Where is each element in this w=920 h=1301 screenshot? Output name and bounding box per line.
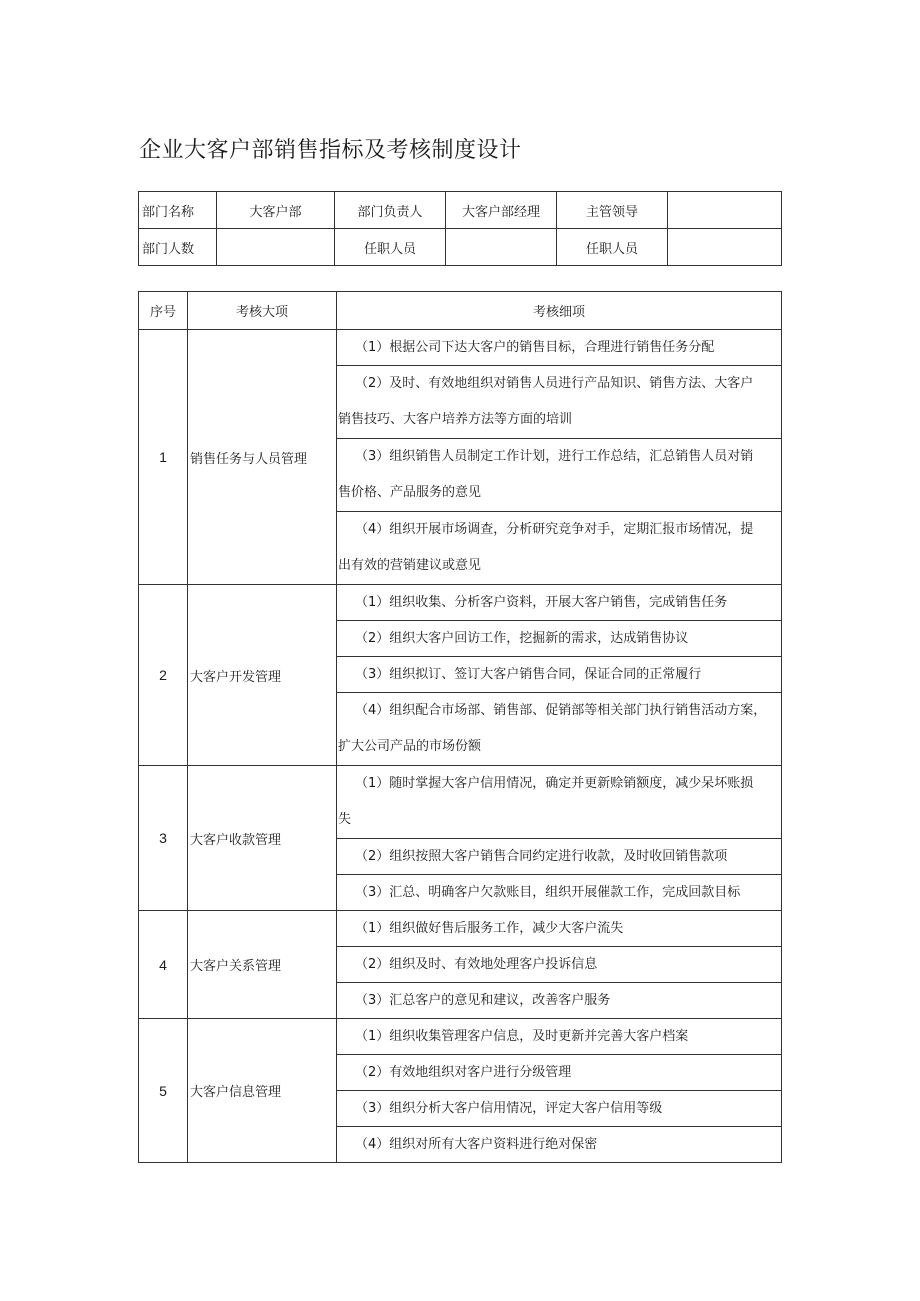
row-index: 3 <box>139 766 188 911</box>
detail-cell <box>337 947 782 983</box>
detail-cell <box>337 693 782 766</box>
detail-text: （2）组织按照大客户销售合同约定进行收款，及时收回销售款项 <box>355 849 728 864</box>
detail-text: （1）组织收集管理客户信息，及时更新并完善大客户档案 <box>355 1029 689 1044</box>
detail-text: （3）组织分析大客户信用情况，评定大客户信用等级 <box>355 1101 663 1116</box>
row-index: 1 <box>139 330 188 585</box>
detail-text: （3）组织拟订、签订大客户销售合同，保证合同的正常履行 <box>355 667 702 682</box>
row-category: 大客户关系管理 <box>188 911 337 1019</box>
staff-label-2: 任职人员 <box>557 229 668 266</box>
row-index: 4 <box>139 911 188 1019</box>
page-title: 企业大客户部销售指标及考核制度设计 <box>139 138 522 163</box>
detail-cell <box>337 1091 782 1127</box>
detail-cell <box>337 657 782 693</box>
detail-text: （3）汇总客户的意见和建议，改善客户服务 <box>355 993 611 1008</box>
staff-value-2 <box>668 229 782 266</box>
detail-text-line-2: 出有效的营销建议或意见 <box>338 558 482 573</box>
table-row <box>139 330 782 366</box>
detail-text: （2）有效地组织对客户进行分级管理 <box>355 1065 572 1080</box>
row-category: 大客户开发管理 <box>188 585 337 766</box>
table-row <box>139 1019 782 1055</box>
detail-text-line-1: （2）及时、有效地组织对销售人员进行产品知识、销售方法、大客户 <box>355 376 754 391</box>
table-row <box>139 766 782 839</box>
dept-name-value: 大客户部 <box>217 192 335 229</box>
detail-text: （1）组织做好售后服务工作，减少大客户流失 <box>355 921 624 936</box>
header-index: 序号 <box>139 292 188 330</box>
staff-label-1: 任职人员 <box>335 229 446 266</box>
detail-cell <box>337 366 782 439</box>
dept-name-label: 部门名称 <box>139 192 217 229</box>
headcount-value <box>217 229 335 266</box>
headcount-label: 部门人数 <box>139 229 217 266</box>
detail-cell <box>337 330 782 366</box>
detail-text-line-1: （4）组织配合市场部、销售部、促销部等相关部门执行销售活动方案， <box>355 703 767 718</box>
detail-text: （1）根据公司下达大客户的销售目标，合理进行销售任务分配 <box>355 340 715 355</box>
row-category: 大客户信息管理 <box>188 1019 337 1163</box>
detail-text-line-1: （1）随时掌握大客户信用情况，确定并更新赊销额度，减少呆坏账损 <box>355 776 754 791</box>
detail-text-line-2: 销售技巧、大客户培养方法等方面的培训 <box>338 412 573 427</box>
assessment-header-row <box>139 292 782 330</box>
dept-head-label: 部门负责人 <box>335 192 446 229</box>
dept-head-value: 大客户部经理 <box>446 192 557 229</box>
table-row <box>139 911 782 947</box>
detail-text: （2）组织及时、有效地处理客户投诉信息 <box>355 957 598 972</box>
supervisor-label: 主管领导 <box>557 192 668 229</box>
detail-text-line-1: （3）组织销售人员制定工作计划，进行工作总结，汇总销售人员对销 <box>355 449 754 464</box>
detail-text: （4）组织对所有大客户资料进行绝对保密 <box>355 1137 598 1152</box>
assessment-table <box>138 291 782 1163</box>
detail-cell <box>337 621 782 657</box>
detail-cell <box>337 983 782 1019</box>
detail-cell <box>337 1055 782 1091</box>
row-category: 销售任务与人员管理 <box>188 330 337 585</box>
detail-cell <box>337 875 782 911</box>
detail-cell <box>337 766 782 839</box>
row-index: 5 <box>139 1019 188 1163</box>
header-detail: 考核细项 <box>337 292 782 330</box>
table-row <box>139 585 782 621</box>
info-row-2 <box>139 229 782 266</box>
detail-cell <box>337 585 782 621</box>
detail-cell <box>337 911 782 947</box>
detail-text: （2）组织大客户回访工作，挖掘新的需求，达成销售协议 <box>355 631 689 646</box>
staff-value-1 <box>446 229 557 266</box>
detail-cell <box>337 439 782 512</box>
detail-cell <box>337 1127 782 1163</box>
detail-text-line-2: 扩大公司产品的市场份额 <box>338 739 482 754</box>
info-row-1 <box>139 192 782 229</box>
detail-text-line-1: （4）组织开展市场调查，分析研究竞争对手，定期汇报市场情况，提 <box>355 522 754 537</box>
detail-text-line-2: 失 <box>338 812 352 827</box>
supervisor-value <box>668 192 782 229</box>
detail-text: （3）汇总、明确客户欠款账目，组织开展催款工作，完成回款目标 <box>355 885 741 900</box>
department-info-table <box>138 191 782 266</box>
row-category: 大客户收款管理 <box>188 766 337 911</box>
detail-cell <box>337 512 782 585</box>
detail-text-line-2: 售价格、产品服务的意见 <box>338 485 482 500</box>
row-index: 2 <box>139 585 188 766</box>
detail-cell <box>337 1019 782 1055</box>
detail-cell <box>337 839 782 875</box>
detail-text: （1）组织收集、分析客户资料，开展大客户销售，完成销售任务 <box>355 595 728 610</box>
header-category: 考核大项 <box>188 292 337 330</box>
